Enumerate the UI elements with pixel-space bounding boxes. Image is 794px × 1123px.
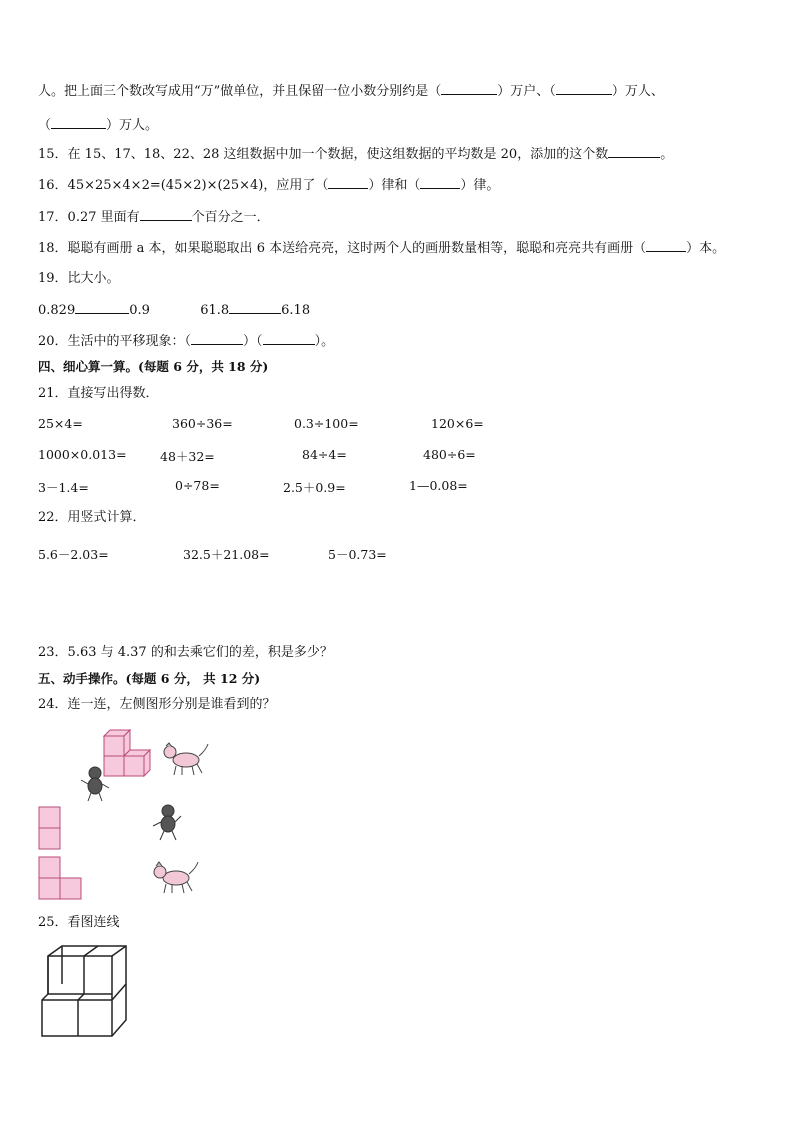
vertical-calc-item: 5－0.73= <box>328 547 387 562</box>
calc-item: 2.5＋0.9= <box>283 480 346 495</box>
monkey-icon <box>150 804 184 842</box>
view-square-icon <box>38 806 62 850</box>
monkey-icon <box>78 766 112 802</box>
answer-blank[interactable] <box>75 301 129 314</box>
question-18: 18．聪聪有画册 a 本，如果聪聪取出 6 本送给亮亮，这时两个人的画册数量相等，聪聪和亮亮共有画册（ ）本。 <box>38 241 726 256</box>
answer-blank[interactable] <box>556 82 612 95</box>
calc-item: 480÷6= <box>423 447 476 462</box>
calc-item: 3－1.4= <box>38 480 89 495</box>
dog-icon <box>160 742 210 778</box>
answer-blank[interactable] <box>51 116 106 129</box>
q14-continuation-line1: 人。把上面三个数改写成用“万”做单位，并且保留一位小数分别约是（ ）万户、（ ）万人、 <box>38 84 664 99</box>
question-25: 25．看图连线 <box>38 915 120 930</box>
question-19-title: 19．比大小。 <box>38 271 120 286</box>
question-20: 20．生活中的平移现象：（ ）（ ）。 <box>38 334 335 349</box>
question-17: 17．0.27 里面有 个百分之一． <box>38 210 270 225</box>
question-23: 23．5.63 与 4.37 的和去乘它们的差，积是多少？ <box>38 645 333 660</box>
view-square-icon <box>38 856 82 900</box>
calc-item: 1—0.08= <box>409 478 468 493</box>
question-21-title: 21．直接写出得数． <box>38 386 159 401</box>
answer-blank[interactable] <box>646 239 686 252</box>
calc-item: 360÷36= <box>172 416 233 431</box>
question-24: 24．连一连，左侧图形分别是谁看到的？ <box>38 697 276 712</box>
vertical-calc-item: 32.5＋21.08= <box>183 547 270 562</box>
answer-blank[interactable] <box>420 176 460 189</box>
answer-blank[interactable] <box>263 332 315 345</box>
calc-item: 120×6= <box>431 416 484 431</box>
question-16: 16．45×25×4×2=(45×2)×(25×4)，应用了（ ）律和（ ）律。 <box>38 178 500 193</box>
calc-item: 48＋32= <box>160 449 215 464</box>
answer-blank[interactable] <box>229 301 281 314</box>
dog-icon <box>150 860 200 896</box>
q14-continuation-line2: （ ）万人。 <box>38 118 159 133</box>
section-5-heading: 五、动手操作。(每题 6 分， 共 12 分) <box>38 671 261 686</box>
answer-blank[interactable] <box>328 176 368 189</box>
section-4-heading: 四、细心算一算。(每题 6 分，共 18 分) <box>38 359 269 374</box>
calc-item: 25×4= <box>38 416 83 431</box>
vertical-calc-item: 5.6－2.03= <box>38 547 109 562</box>
answer-blank[interactable] <box>441 82 497 95</box>
question-15: 15．在 15、17、18、22、28 这组数据中加一个数据，使这组数据的平均数是 20，添加的这个数 。 <box>38 147 674 162</box>
calc-item: 1000×0.013= <box>38 447 127 462</box>
calc-item: 0÷78= <box>175 478 220 493</box>
calc-item: 0.3÷100= <box>294 416 359 431</box>
question-22-title: 22．用竖式计算． <box>38 510 146 525</box>
answer-blank[interactable] <box>191 332 243 345</box>
question-19-compare: 0.829 0.9 61.8 6.18 <box>38 303 311 318</box>
answer-blank[interactable] <box>608 145 660 158</box>
calc-item: 84÷4= <box>302 447 347 462</box>
answer-blank[interactable] <box>140 208 192 221</box>
line-cube-figure <box>38 944 130 1040</box>
